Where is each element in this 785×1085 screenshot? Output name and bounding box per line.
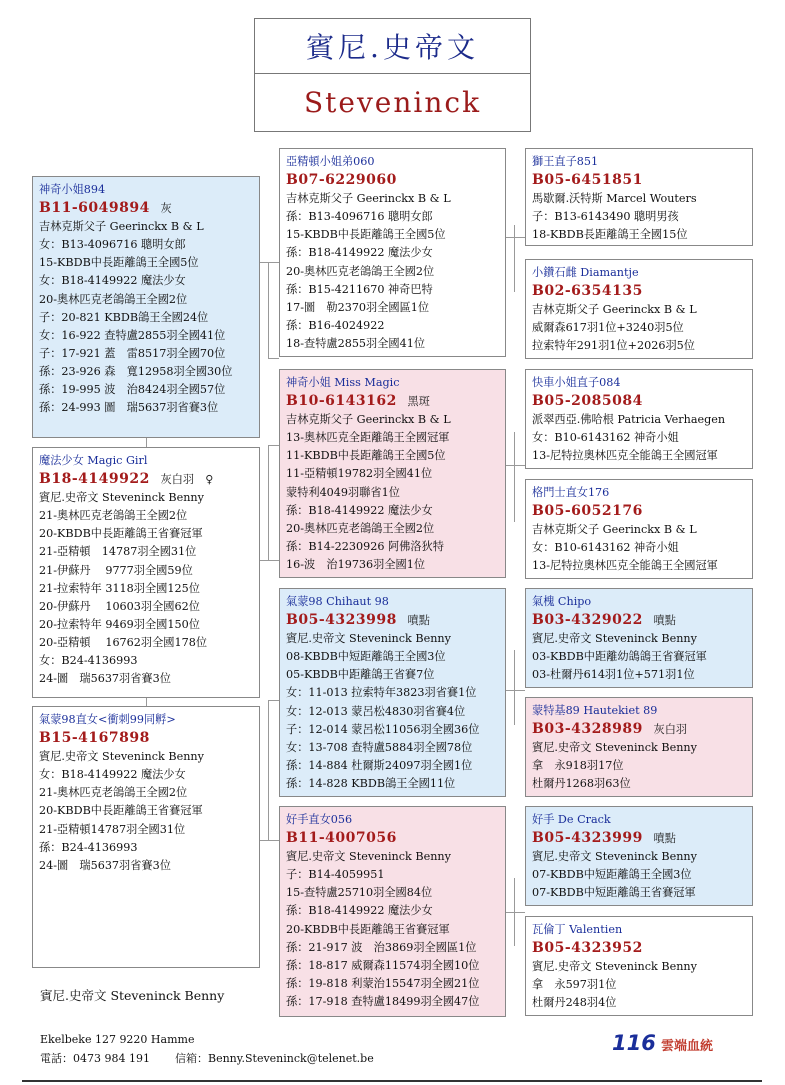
pigeon-card-dam[interactable] [32, 447, 260, 698]
connector [268, 262, 269, 359]
ring-number: B05-2085084 [532, 393, 643, 410]
pedigree-line: 女：B10-6143162 神奇小姐 [532, 541, 679, 555]
pedigree-line: 15-KBDB中長距離鴿王全國5位 [286, 228, 446, 242]
pedigree-line: 21-奧林匹克老鴿鴿王全國2位 [39, 509, 188, 523]
pedigree-line: 孫：19-818 利蒙治15547羽全國21位 [286, 976, 480, 990]
brand-logo [612, 1031, 713, 1055]
pigeon-color: 噴點 [653, 614, 676, 628]
pedigree-line: 賓尼.史帝文 Steveninck Benny [532, 632, 697, 646]
pedigree-line: 孫：24-993 圖 瑞5637羽省賽3位 [39, 401, 219, 415]
connector [259, 840, 279, 841]
ring-number: B05-4323952 [532, 940, 643, 957]
pedigree-line: 03-KBDB中距離幼鴿鴿王省賽冠軍 [532, 650, 707, 664]
pigeon-color: 黑斑 [407, 395, 430, 409]
pedigree-line: 18-KBDB長距離鴿王全國15位 [532, 228, 688, 242]
pedigree-line: 13-尼特拉奧林匹克全能鴿王全國冠軍 [532, 449, 718, 463]
connector [514, 878, 515, 946]
pigeon-name: 瓦倫丁 Valentien [532, 923, 623, 936]
pigeon-color: 噴點 [653, 832, 676, 846]
ring-line [532, 720, 746, 739]
pigeon-card-sire[interactable] [32, 176, 260, 438]
pedigree-line: 21-亞精頓 14787羽全國31位 [39, 545, 197, 559]
ring-number: B05-6052176 [532, 503, 643, 520]
pedigree-line: 賓尼.史帝文 Steveninck Benny [39, 491, 204, 505]
ring-line [532, 282, 746, 301]
pigeon-card-sire-sire[interactable] [279, 148, 506, 357]
ring-number: B11-4007056 [286, 830, 397, 847]
pedigree-line: 杜爾丹1268羽63位 [532, 777, 631, 791]
connector [505, 690, 525, 691]
pedigree-line: 賓尼.史帝文 Steveninck Benny [286, 850, 451, 864]
pedigree-line: 派翠西亞.佛哈根 Patricia Verhaegen [532, 413, 726, 427]
pedigree-line: 20-KBDB中長距離鴿王省賽冠軍 [39, 527, 203, 541]
pedigree-line: 13-尼特拉奧林匹克全能鴿王全國冠軍 [532, 559, 718, 573]
pedigree-line: 賓尼.史帝文 Steveninck Benny [532, 850, 697, 864]
pedigree-line: 21-拉索特年 3118羽全國125位 [39, 581, 200, 595]
ring-number: B07-6229060 [286, 172, 397, 189]
pigeon-name: 小鑽石雌 Diamantje [532, 266, 639, 279]
pigeon-name: 氣槐 Chipo [532, 595, 592, 608]
pedigree-line: 孫：B18-4149922 魔法少女 [286, 904, 433, 918]
pedigree-line: 子：12-014 蒙呂松11056羽全國36位 [286, 722, 480, 736]
phone-label: 電話： [40, 1052, 73, 1065]
pedigree-line: 13-奧林匹克全距離鴿王全國冠軍 [286, 431, 450, 445]
pedigree-line: 07-KBDB中短距離鴿王省賽冠軍 [532, 886, 696, 900]
pedigree-line: 吉林克斯父子 Geerinckx B & L [286, 192, 451, 206]
connector [514, 432, 515, 522]
pigeon-card-dsd[interactable] [525, 697, 753, 797]
pedigree-line: 20-奧林匹克老鴿鴿王全國2位 [286, 521, 435, 535]
ring-number: B10-6143162 [286, 393, 397, 410]
pedigree-line: 孫：B16-4024922 [286, 318, 385, 332]
email-label: 信箱： [174, 1052, 208, 1065]
address: Ekelbeke 127 9220 Hamme [40, 1033, 195, 1046]
ring-line [532, 611, 746, 630]
pedigree-line: 15-查特盧25710羽全國84位 [286, 886, 433, 900]
pedigree-line: 03-杜爾丹614羽1位+571羽1位 [532, 668, 695, 682]
pedigree-line: 賓尼.史帝文 Steveninck Benny [532, 960, 697, 974]
connector [268, 445, 279, 446]
ring-number: B02-6354135 [532, 283, 643, 300]
pigeon-card-ssd[interactable] [525, 259, 753, 359]
ring-number: B03-4329022 [532, 612, 643, 629]
pigeon-card-subject[interactable] [32, 706, 260, 968]
connector [514, 650, 515, 725]
ring-number: B05-4323998 [286, 612, 397, 629]
pedigree-line: 20-伊蘇丹 10603羽全國62位 [39, 599, 200, 613]
pedigree-line: 吉林克斯父子 Geerinckx B & L [286, 413, 451, 427]
connector [259, 262, 279, 263]
pedigree-line: 24-圖 瑞5637羽省賽3位 [39, 858, 171, 872]
pedigree-line: 孫：B24-4136993 [39, 840, 138, 854]
pigeon-name: 神奇小姐894 [39, 183, 106, 196]
pedigree-line: 拿 永597羽1位 [532, 978, 617, 992]
pedigree-line: 20-KBDB中長距離鴿王省賽冠軍 [39, 804, 203, 818]
pigeon-color: 灰白羽 [653, 723, 688, 737]
pedigree-line: 孫：21-917 波 治3869羽全國區1位 [286, 940, 477, 954]
ring-line [286, 171, 499, 190]
connector [514, 225, 515, 292]
pedigree-line: 女：13-708 查特盧5884羽全國78位 [286, 740, 473, 754]
ring-number: B05-6451851 [532, 172, 643, 189]
logo-text: 雲端血統 [660, 1039, 713, 1054]
pedigree-line: 20-拉索特年 9469羽全國150位 [39, 617, 200, 631]
pigeon-card-sss[interactable] [525, 148, 753, 246]
pigeon-card-sire-dam[interactable] [279, 369, 506, 578]
ring-number: B15-4167898 [39, 730, 150, 747]
pedigree-line: 08-KBDB中短距離鴿王全國3位 [286, 650, 446, 664]
pedigree-line: 07-KBDB中短距離鴿王全國3位 [532, 868, 692, 882]
pedigree-line: 孫：14-828 KBDB鴿王全國11位 [286, 776, 456, 790]
phone[interactable]: 0473 984 191 [73, 1052, 150, 1065]
pedigree-line: 女：B18-4149922 魔法少女 [39, 768, 186, 782]
pigeon-card-sdd[interactable] [525, 479, 753, 579]
contact-line [40, 1050, 374, 1066]
title-english: Steveninck [254, 73, 531, 132]
pedigree-line: 20-亞精頓 16762羽全國178位 [39, 635, 208, 649]
connector [259, 560, 279, 561]
email[interactable]: Benny.Steveninck@telenet.be [207, 1052, 374, 1065]
ring-line [532, 171, 746, 190]
pedigree-line: 孫：14-884 杜爾斯24097羽全國1位 [286, 758, 473, 772]
pedigree-line: 子：B14-4059951 [286, 868, 385, 882]
pedigree-line: 杜爾丹248羽4位 [532, 996, 617, 1010]
pedigree-line: 11-KBDB中長距離鴿王全國5位 [286, 449, 446, 463]
ring-line [39, 729, 253, 748]
ring-number: B05-4323999 [532, 830, 643, 847]
pedigree-line: 20-奧林匹克老鴿鴿王全國2位 [286, 264, 435, 278]
pedigree-line: 拉索特年291羽1位+2026羽5位 [532, 339, 695, 353]
ring-line [532, 392, 746, 411]
connector [268, 700, 269, 840]
pedigree-line: 孫：18-817 威爾森11574羽全國10位 [286, 958, 480, 972]
pedigree-line: 吉林克斯父子 Geerinckx B & L [532, 303, 697, 317]
owner-name: 賓尼.史帝文 Steveninck Benny [40, 988, 225, 1003]
pedigree-line: 女：B13-4096716 聰明女郎 [39, 238, 186, 252]
ring-line [532, 939, 746, 958]
pedigree-line: 吉林克斯父子 Geerinckx B & L [532, 523, 697, 537]
ring-number: B18-4149922 [39, 471, 150, 488]
pedigree-line: 女：16-922 查特盧2855羽全國41位 [39, 328, 226, 342]
pedigree-line: 孫：B18-4149922 魔法少女 [286, 246, 433, 260]
pigeon-name: 好手直女056 [286, 813, 353, 826]
logo-number: 116 [612, 1031, 656, 1055]
pigeon-name: 快車小姐直子084 [532, 376, 621, 389]
pigeon-name: 神奇小姐 Miss Magic [286, 376, 400, 389]
pedigree-line: 子：17-921 蓋 雷8517羽全國70位 [39, 346, 226, 360]
pigeon-card-dds[interactable] [525, 806, 753, 906]
pedigree-line: 21-伊蘇丹 9777羽全國59位 [39, 563, 193, 577]
pedigree-line: 子：20-821 KBDB鴿王全國24位 [39, 310, 209, 324]
pedigree-line: 女：12-013 蒙呂松4830羽省賽4位 [286, 704, 466, 718]
pigeon-card-dss[interactable] [525, 588, 753, 688]
pigeon-name: 魔法少女 Magic Girl [39, 454, 148, 467]
pedigree-line: 拿 永918羽17位 [532, 759, 624, 773]
pedigree-line: 女：B10-6143162 神奇小姐 [532, 431, 679, 445]
pedigree-line: 21-奧林匹克老鴿鴿王全國2位 [39, 786, 188, 800]
pedigree-line: 24-圖 瑞5637羽省賽3位 [39, 672, 171, 686]
pigeon-name: 獅王直子851 [532, 155, 599, 168]
pedigree-line: 孫：17-918 查特盧18499羽全國47位 [286, 994, 480, 1008]
pigeon-name: 蒙特基89 Hautekiet 89 [532, 704, 658, 717]
pedigree-line: 蒙特利4049羽聯省1位 [286, 485, 400, 499]
pedigree-line: 孫：B13-4096716 聰明女郎 [286, 210, 433, 224]
pedigree-line: 21-亞精頓14787羽全國31位 [39, 822, 186, 836]
connector [505, 912, 525, 913]
pigeon-name: 亞精頓小姐弟060 [286, 155, 375, 168]
pigeon-color: 灰白羽 ♀ [160, 473, 214, 487]
pigeon-name: 氣蒙98直女<衝刺99同孵> [39, 713, 176, 726]
pedigree-line: 吉林克斯父子 Geerinckx B & L [39, 220, 204, 234]
pedigree-line: 子：B13-6143490 聰明男孩 [532, 210, 679, 224]
pedigree-line: 女：B18-4149922 魔法少女 [39, 274, 186, 288]
pigeon-card-ddd[interactable] [525, 916, 753, 1016]
pedigree-line: 20-KBDB中長距離鴿王省賽冠軍 [286, 922, 450, 936]
bottom-divider [22, 1080, 762, 1082]
ring-number: B03-4328989 [532, 721, 643, 738]
pedigree-line: 女：11-013 拉索特年3823羽省賽1位 [286, 686, 477, 700]
pedigree-line: 孫：B18-4149922 魔法少女 [286, 503, 433, 517]
pedigree-line: 15-KBDB中長距離鴿王全國5位 [39, 256, 199, 270]
pedigree-line: 女：B24-4136993 [39, 654, 138, 668]
pedigree-line: 賓尼.史帝文 Steveninck Benny [532, 741, 697, 755]
ring-line [532, 829, 746, 848]
ring-number: B11-6049894 [39, 200, 150, 217]
pedigree-line: 孫：B14-2230926 阿佛洛狄特 [286, 539, 444, 553]
pedigree-line: 賓尼.史帝文 Steveninck Benny [286, 632, 451, 646]
pedigree-line: 孫：23-926 森 寬12958羽全國30位 [39, 364, 233, 378]
pedigree-line: 20-奧林匹克老鴿鴿王全國2位 [39, 292, 188, 306]
pigeon-card-dam-sire[interactable] [279, 588, 506, 797]
pedigree-line: 18-查特盧2855羽全國41位 [286, 336, 426, 350]
pigeon-name: 格門士直女176 [532, 486, 610, 499]
connector [505, 237, 525, 238]
pigeon-card-sds[interactable] [525, 369, 753, 469]
pigeon-name: 好手 De Crack [532, 813, 611, 826]
pedigree-line: 17-圖 勒2370羽全國區1位 [286, 300, 430, 314]
ring-line [286, 392, 499, 411]
connector [268, 358, 279, 359]
pedigree-line: 賓尼.史帝文 Steveninck Benny [39, 750, 204, 764]
ring-line [286, 829, 499, 848]
pedigree-line: 16-波 治19736羽全國1位 [286, 557, 426, 571]
pedigree-line: 馬歇爾.沃特斯 Marcel Wouters [532, 192, 697, 206]
ring-line [39, 199, 253, 218]
pedigree-line: 05-KBDB中距離鴿王省賽7位 [286, 668, 435, 682]
pedigree-line: 威爾森617羽1位+3240羽5位 [532, 321, 684, 335]
title-chinese: 賓尼.史帝文 [254, 18, 531, 74]
ring-line [286, 611, 499, 630]
pigeon-color: 灰 [160, 202, 172, 216]
connector [268, 445, 269, 560]
pedigree-line: 孫：B15-4211670 神奇巴特 [286, 282, 433, 296]
ring-line [532, 502, 746, 521]
ring-line [39, 470, 253, 489]
connector [268, 700, 279, 701]
pedigree-line: 11-亞精頓19782羽全國41位 [286, 467, 433, 481]
pedigree-line: 孫：19-995 波 治8424羽全國57位 [39, 383, 226, 397]
pigeon-color: 噴點 [407, 614, 430, 628]
pigeon-name: 氣蒙98 Chihaut 98 [286, 595, 389, 608]
pigeon-card-dam-dam[interactable] [279, 806, 506, 1017]
connector [505, 465, 525, 466]
